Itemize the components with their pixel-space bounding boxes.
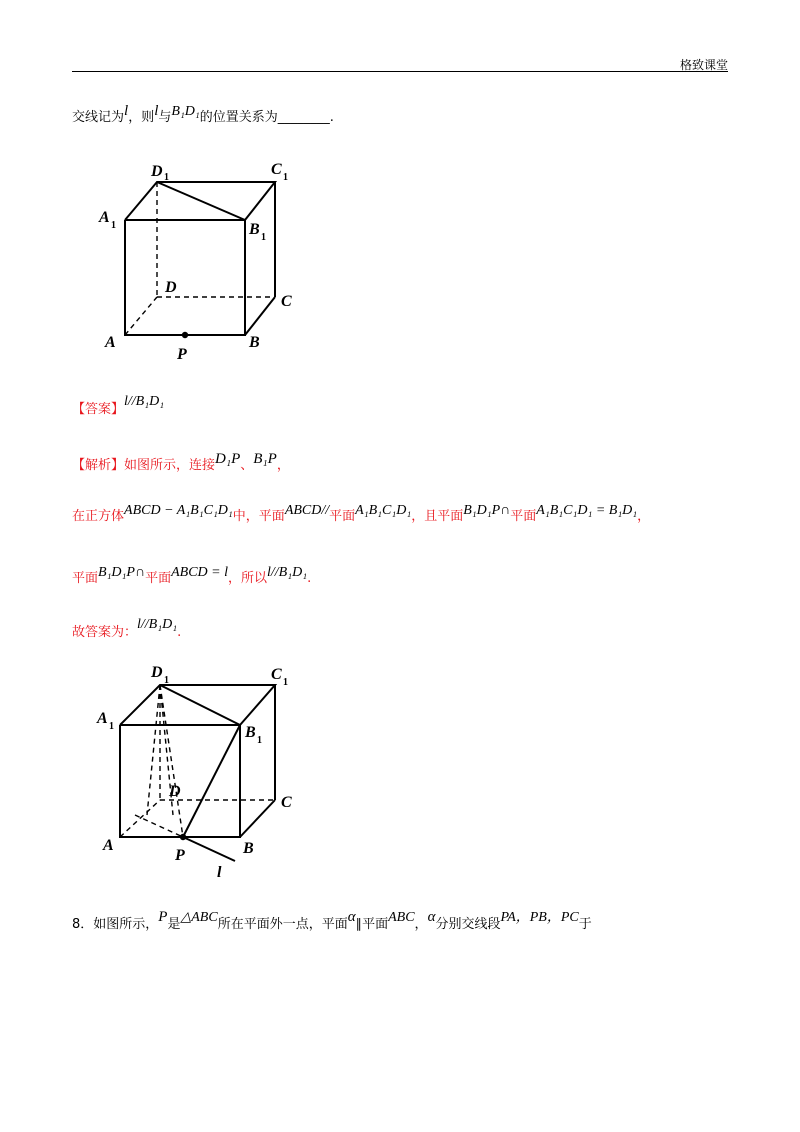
solution-l1-sep: 、 bbox=[240, 458, 254, 473]
label-c1: C bbox=[271, 666, 282, 683]
solution-l1-end: ， bbox=[276, 458, 290, 473]
vertex-subscript: 1 bbox=[257, 735, 262, 746]
q8-m3: α bbox=[347, 909, 356, 925]
label-a1: A bbox=[99, 209, 110, 226]
solution-l3-d: . bbox=[307, 571, 312, 586]
label-d1: D bbox=[151, 664, 163, 681]
hidden-edge-ad bbox=[125, 297, 157, 335]
label-c: C bbox=[281, 293, 292, 310]
question-8 bbox=[72, 909, 592, 933]
vertex-subscript: 1 bbox=[164, 172, 169, 183]
qt-text-1: 交线记为 bbox=[72, 110, 125, 125]
label-b: B bbox=[249, 334, 260, 351]
cube-figure-2 bbox=[95, 655, 325, 885]
label-a1: A bbox=[97, 710, 108, 727]
solution-l2-m1: ABCD − A₁B₁C₁D₁ bbox=[124, 503, 233, 518]
header-rule bbox=[72, 71, 728, 72]
q8-m5: α bbox=[427, 909, 436, 925]
edge-bc bbox=[245, 297, 275, 335]
diagonal-b1d1 bbox=[160, 685, 240, 725]
question-tail bbox=[72, 103, 334, 126]
front-face bbox=[125, 220, 245, 335]
hidden-edge-ad bbox=[120, 800, 160, 837]
q8-m2: △ABC bbox=[180, 910, 218, 925]
vertex-subscript: 1 bbox=[283, 172, 288, 183]
solution-l3-m1: B₁D₁P∩ bbox=[98, 565, 146, 580]
q8-number: 8．如图所示， bbox=[72, 917, 159, 932]
label-p: P bbox=[177, 346, 187, 363]
solution-l2-e: 平面 bbox=[510, 509, 537, 524]
solution-l2-d: ，且平面 bbox=[411, 509, 464, 524]
edge-bc bbox=[240, 800, 275, 837]
segment-d1p bbox=[160, 685, 183, 837]
q8-m6: PA，PB，PC bbox=[500, 910, 579, 925]
q8-t2: 所在平面外一点，平面 bbox=[217, 917, 348, 932]
label-p: P bbox=[175, 847, 185, 864]
solution-l3-c: ，所以 bbox=[227, 571, 267, 586]
conclusion-end: . bbox=[177, 625, 182, 640]
conclusion-text: 故答案为： bbox=[72, 625, 138, 640]
solution-l3-m3: l//B₁D₁ bbox=[267, 565, 308, 580]
solution-line-3 bbox=[72, 567, 311, 587]
point-p bbox=[180, 834, 186, 840]
header-brand: 格致课堂 bbox=[679, 58, 728, 72]
solution-l2-m5: A₁B₁C₁D₁ = B₁D₁ bbox=[536, 503, 638, 518]
solution-tag: 【解析】 bbox=[72, 458, 125, 473]
solution-l3-b: 平面 bbox=[145, 571, 172, 586]
solution-l1-m2: B₁P bbox=[253, 451, 277, 467]
top-face-edges bbox=[120, 685, 275, 725]
q8-t5: 分别交线段 bbox=[435, 917, 501, 932]
qt-l-1: l bbox=[124, 103, 129, 119]
solution-l2-f: ， bbox=[637, 509, 651, 524]
vertex-subscript: 1 bbox=[164, 675, 169, 686]
vertex-subscript: 1 bbox=[111, 220, 116, 231]
line-l bbox=[183, 837, 235, 861]
solution-l3-m2: ABCD = l bbox=[171, 565, 228, 580]
hidden-d1-line-a bbox=[147, 685, 160, 815]
label-b: B bbox=[243, 840, 254, 857]
label-l: l bbox=[217, 864, 222, 881]
solution-l1-text: 如图所示，连接 bbox=[124, 458, 216, 473]
label-a: A bbox=[105, 334, 116, 351]
hidden-line-l bbox=[135, 815, 183, 837]
solution-l2-b: 中，平面 bbox=[232, 509, 285, 524]
solution-l2-m4: B₁D₁P∩ bbox=[463, 503, 511, 518]
q8-t4: ， bbox=[414, 917, 428, 932]
q8-t1: 是 bbox=[167, 917, 181, 932]
solution-l2-c: 平面 bbox=[329, 509, 356, 524]
solution-line-2 bbox=[72, 505, 650, 525]
vertex-subscript: 1 bbox=[109, 721, 114, 732]
solution-l2-m3: A₁B₁C₁D₁ bbox=[355, 503, 412, 518]
diagonal-b1d1 bbox=[157, 182, 245, 220]
vertex-subscript: 1 bbox=[283, 677, 288, 688]
solution-line-1 bbox=[72, 451, 290, 474]
qt-text-2: ，则 bbox=[128, 110, 155, 125]
q8-m1: P bbox=[158, 909, 168, 925]
qt-text-3: 与 bbox=[158, 110, 172, 125]
label-b1: B bbox=[249, 221, 260, 238]
answer-value: l//B₁D₁ bbox=[124, 394, 165, 409]
qt-b1d1: B₁D₁ bbox=[171, 104, 200, 119]
label-c: C bbox=[281, 794, 292, 811]
label-b1: B bbox=[245, 724, 256, 741]
vertex-subscript: 1 bbox=[261, 232, 266, 243]
solution-l1-m1: D₁P bbox=[215, 451, 241, 467]
cube-figure-1 bbox=[95, 150, 325, 370]
label-d1: D bbox=[151, 163, 163, 180]
answer-block bbox=[72, 394, 165, 418]
solution-l3-a: 平面 bbox=[72, 571, 99, 586]
q8-t6: 于 bbox=[578, 917, 592, 932]
label-d: D bbox=[169, 783, 181, 800]
point-p bbox=[182, 332, 188, 338]
segment-b1p bbox=[183, 725, 240, 837]
solution-l2-a: 在正方体 bbox=[72, 509, 125, 524]
label-d: D bbox=[165, 279, 177, 296]
label-a: A bbox=[103, 837, 114, 854]
conclusion-math: l//B₁D₁ bbox=[137, 617, 178, 632]
label-c1: C bbox=[271, 161, 282, 178]
q8-m4: ABC bbox=[388, 910, 415, 925]
solution-l2-m2: ABCD// bbox=[284, 503, 330, 518]
solution-conclusion bbox=[72, 617, 182, 641]
answer-tag: 【答案】 bbox=[72, 402, 125, 417]
qt-text-4: 的位置关系为________. bbox=[199, 110, 334, 125]
qt-l-2: l bbox=[154, 103, 159, 119]
q8-t3: ∥平面 bbox=[355, 917, 389, 932]
